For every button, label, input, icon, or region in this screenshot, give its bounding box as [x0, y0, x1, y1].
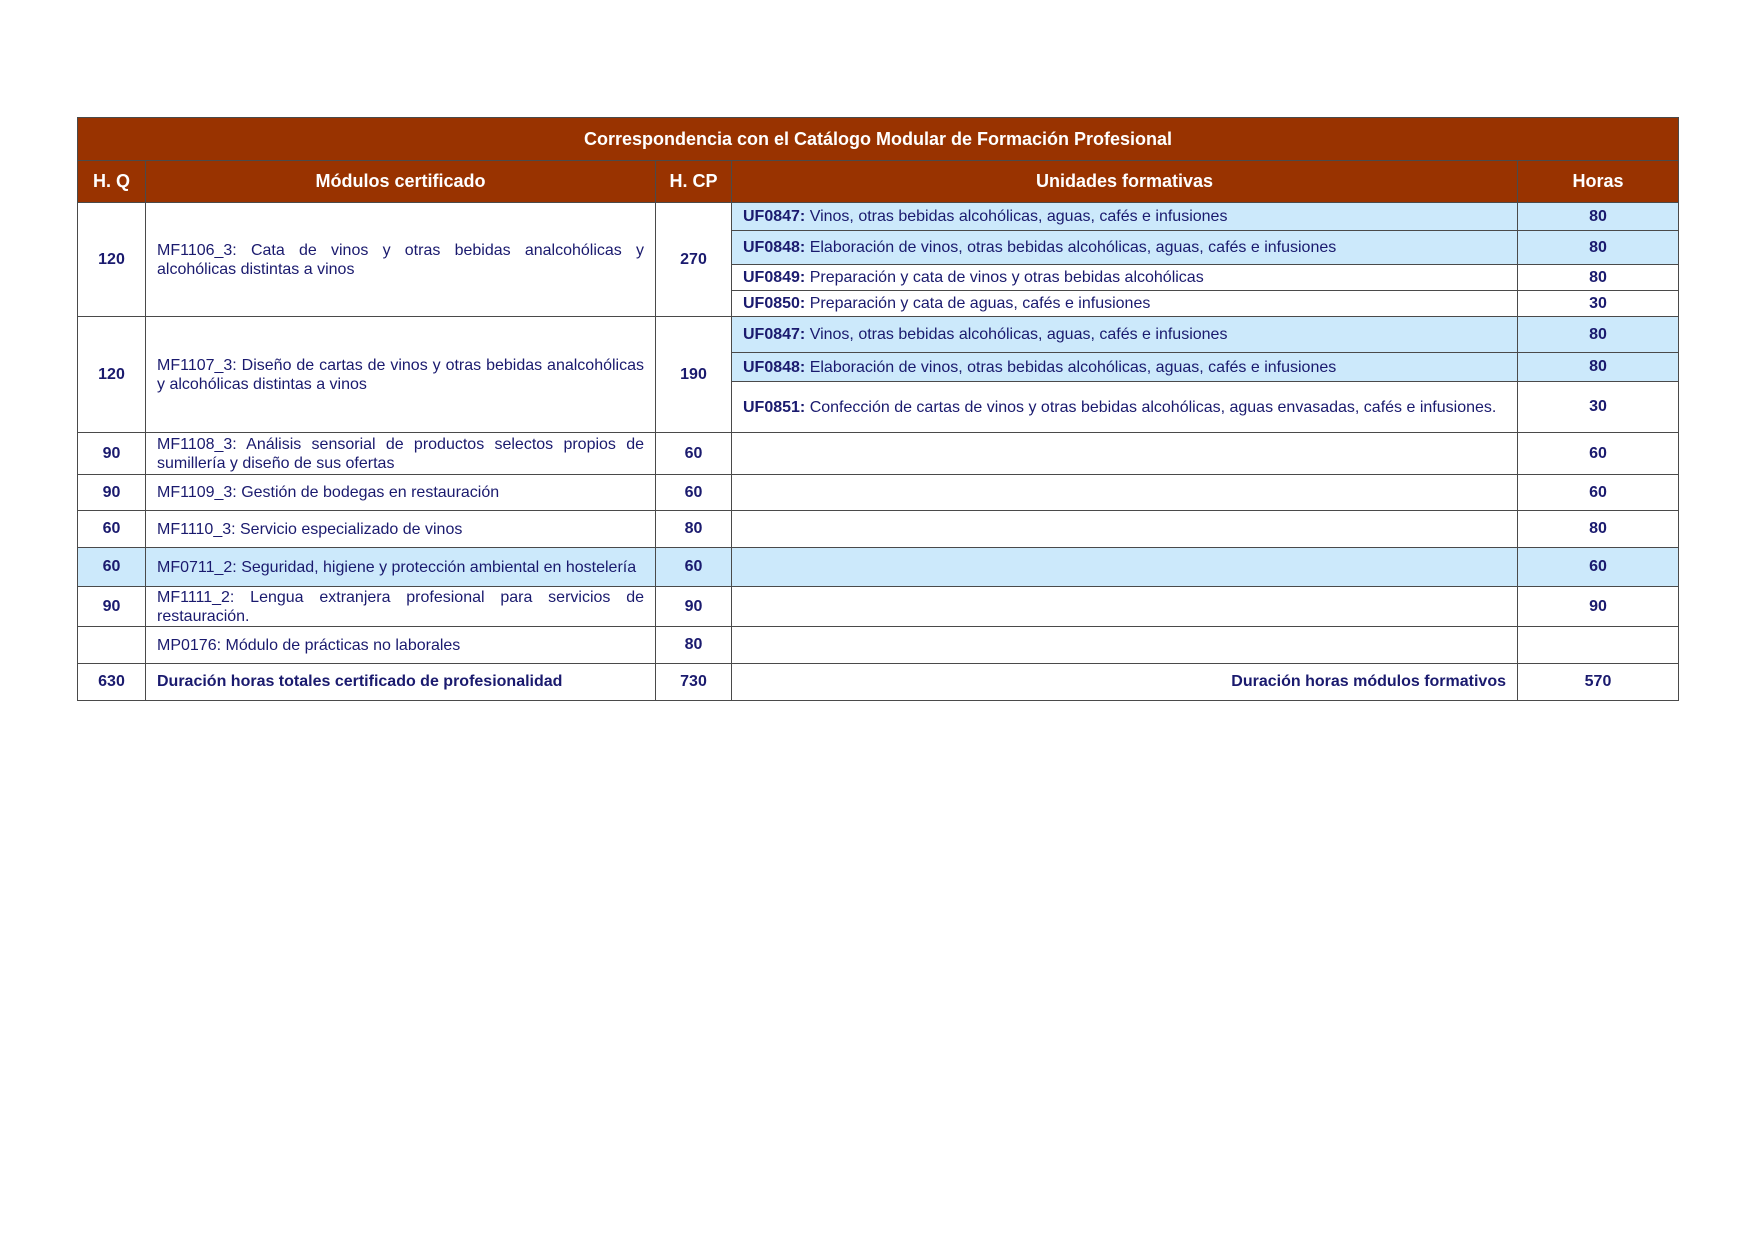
table-title: Correspondencia con el Catálogo Modular de Formación Profesional [78, 118, 1679, 161]
unit-hours: 30 [1518, 382, 1679, 433]
hcp-cell: 270 [656, 203, 732, 317]
total-label: Duración horas totales certificado de profesionalidad [146, 664, 656, 701]
unit-text: Elaboración de vinos, otras bebidas alcohólicas, aguas, cafés e infusiones [805, 239, 1337, 256]
unit-hours: 90 [1518, 587, 1679, 627]
unit-cell [732, 433, 1518, 475]
hcp-cell: 190 [656, 317, 732, 433]
header-horas: Horas [1518, 161, 1679, 203]
header-unidades: Unidades formativas [732, 161, 1518, 203]
hcp-cell: 90 [656, 587, 732, 627]
unit-text: Preparación y cata de aguas, cafés e infusiones [805, 295, 1151, 312]
unit-cell [732, 627, 1518, 664]
total-horas: 570 [1518, 664, 1679, 701]
header-hq: H. Q [78, 161, 146, 203]
unit-hours: 80 [1518, 353, 1679, 382]
total-hq: 630 [78, 664, 146, 701]
hq-cell: 90 [78, 433, 146, 475]
table-row [78, 203, 1679, 231]
unit-code: UF0848: [743, 239, 806, 256]
total-hcp: 730 [656, 664, 732, 701]
unit-hours [1518, 627, 1679, 664]
unit-hours: 60 [1518, 475, 1679, 511]
unit-cell [732, 475, 1518, 511]
table-row [78, 317, 1679, 353]
unit-code: UF0847: [743, 326, 806, 343]
unit-hours: 80 [1518, 317, 1679, 353]
unit-hours: 60 [1518, 548, 1679, 587]
module-cell: MF0711_2: Seguridad, higiene y protección ambiental en hostelería [146, 548, 656, 587]
unit-cell [732, 317, 1518, 353]
unit-text: Vinos, otras bebidas alcohólicas, aguas, cafés e infusiones [805, 326, 1228, 343]
correspondence-table [77, 117, 1679, 701]
totals-row [78, 664, 1679, 701]
module-cell: MF1107_3: Diseño de cartas de vinos y otras bebidas analcohólicas y alcohólicas distintas a vinos [146, 317, 656, 433]
hq-cell: 120 [78, 203, 146, 317]
unit-code: UF0848: [743, 358, 806, 376]
unit-cell [732, 587, 1518, 627]
unit-cell [732, 353, 1518, 382]
module-cell: MF1108_3: Análisis sensorial de productos selectos propios de sumillería y diseño de sus ofertas [146, 433, 656, 475]
module-cell: MF1111_2: Lengua extranjera profesional para servicios de restauración. [146, 587, 656, 627]
hq-cell: 60 [78, 511, 146, 548]
hq-cell: 90 [78, 475, 146, 511]
unit-hours: 80 [1518, 203, 1679, 231]
unit-hours: 60 [1518, 433, 1679, 475]
unit-cell [732, 511, 1518, 548]
hq-cell [78, 627, 146, 664]
unit-code: UF0849: [743, 269, 806, 286]
table-row [78, 548, 1679, 587]
hcp-cell: 80 [656, 511, 732, 548]
unit-hours: 80 [1518, 231, 1679, 265]
hcp-cell: 60 [656, 433, 732, 475]
header-modulos: Módulos certificado [146, 161, 656, 203]
unit-hours: 30 [1518, 291, 1679, 317]
unit-hours: 80 [1518, 265, 1679, 291]
table-row [78, 627, 1679, 664]
unit-text: Confección de cartas de vinos y otras bebidas alcohólicas, aguas envasadas, cafés e infusiones. [805, 398, 1497, 416]
module-cell: MF1106_3: Cata de vinos y otras bebidas analcohólicas y alcohólicas distintas a vinos [146, 203, 656, 317]
module-cell: MF1109_3: Gestión de bodegas en restauración [146, 475, 656, 511]
table-row [78, 511, 1679, 548]
unit-cell [732, 291, 1518, 317]
unit-code: UF0847: [743, 208, 806, 225]
unit-code: UF0851: [743, 398, 806, 416]
unit-text: Vinos, otras bebidas alcohólicas, aguas, cafés e infusiones [805, 208, 1228, 225]
unit-cell [732, 231, 1518, 265]
table-row [78, 433, 1679, 475]
hq-cell: 90 [78, 587, 146, 627]
hcp-cell: 80 [656, 627, 732, 664]
header-hcp: H. CP [656, 161, 732, 203]
table-row [78, 475, 1679, 511]
hq-cell: 60 [78, 548, 146, 587]
unit-code: UF0850: [743, 295, 806, 312]
unit-text: Preparación y cata de vinos y otras bebidas alcohólicas [805, 269, 1204, 286]
unit-cell [732, 548, 1518, 587]
total-uf-label: Duración horas módulos formativos [732, 664, 1518, 701]
module-cell: MP0176: Módulo de prácticas no laborales [146, 627, 656, 664]
module-cell: MF1110_3: Servicio especializado de vinos [146, 511, 656, 548]
unit-hours: 80 [1518, 511, 1679, 548]
hcp-cell: 60 [656, 475, 732, 511]
unit-cell [732, 203, 1518, 231]
hcp-cell: 60 [656, 548, 732, 587]
table-row [78, 587, 1679, 627]
hq-cell: 120 [78, 317, 146, 433]
unit-cell [732, 382, 1518, 433]
unit-text: Elaboración de vinos, otras bebidas alcohólicas, aguas, cafés e infusiones [805, 358, 1337, 376]
unit-cell [732, 265, 1518, 291]
